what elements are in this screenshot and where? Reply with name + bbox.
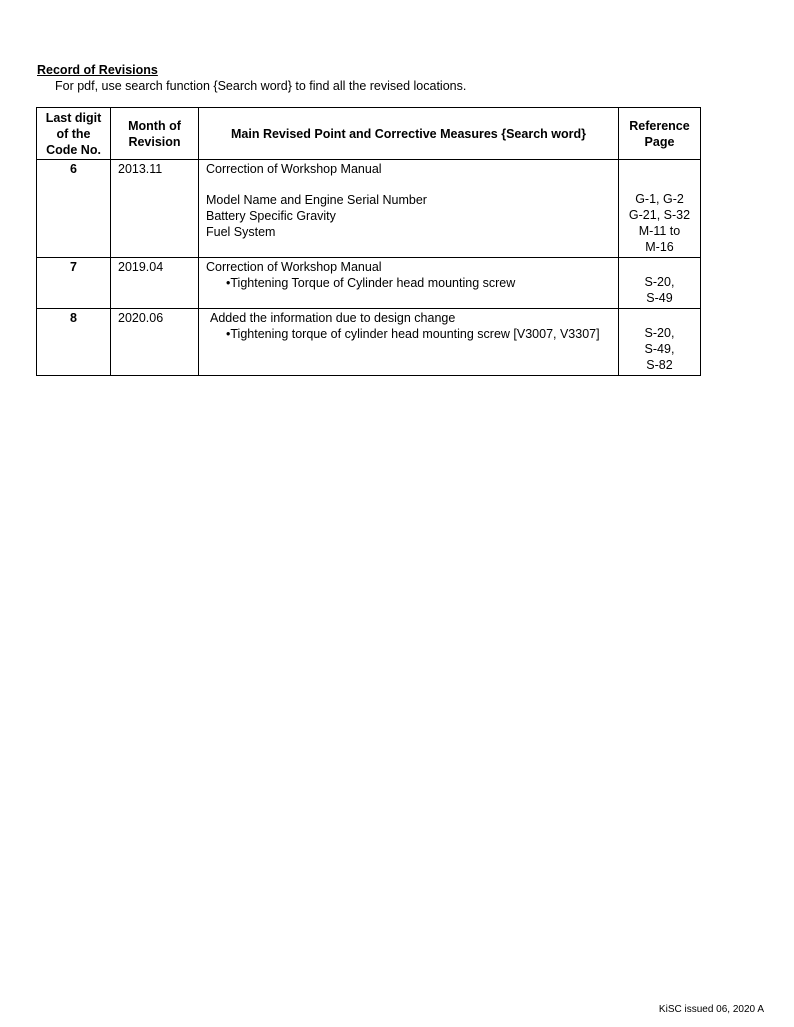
month-cell: 2020.06 — [111, 309, 199, 376]
revisions-table — [36, 107, 701, 376]
revision-line: Correction of Workshop Manual — [206, 260, 382, 274]
revision-line: Fuel System — [206, 225, 276, 239]
spacer — [619, 161, 700, 176]
code-cell: 7 — [37, 258, 111, 309]
code-header-line: Last digit — [45, 110, 102, 125]
reference-line: S-20, — [644, 326, 675, 340]
main-cell — [199, 309, 619, 376]
reference-line: G-1, G-2 — [635, 192, 684, 206]
table-row — [37, 160, 701, 258]
month-header-line: Month of — [128, 118, 181, 133]
code-cell: 8 — [37, 309, 111, 376]
revision-line: •Tightening Torque of Cylinder head mounting screw — [226, 276, 516, 290]
revision-line: •Tightening torque of cylinder head mounting screw [V3007, V3307] — [226, 327, 600, 341]
main-cell — [199, 160, 619, 258]
spacer — [206, 177, 618, 192]
code-header-line: Code No. — [46, 142, 101, 157]
reference-cell — [619, 258, 701, 309]
column-header-month — [111, 108, 199, 160]
spacer — [619, 310, 700, 325]
issue-footer: KiSC issued 06, 2020 A — [658, 1004, 764, 1015]
table-header-row — [37, 108, 701, 160]
revision-line: Added the information due to design change — [210, 311, 456, 325]
month-cell: 2019.04 — [111, 258, 199, 309]
code-header-line: of the — [56, 126, 91, 141]
reference-line: M-11 to — [638, 224, 681, 238]
reference-line: S-20, — [644, 275, 675, 289]
column-header-code — [37, 108, 111, 160]
code-cell: 6 — [37, 160, 111, 258]
reference-cell — [619, 309, 701, 376]
reference-line: G-21, S-32 — [628, 208, 691, 222]
spacer — [619, 176, 700, 191]
reference-cell — [619, 160, 701, 258]
reference-line: S-49 — [646, 291, 673, 305]
spacer — [619, 259, 700, 274]
main-cell — [199, 258, 619, 309]
month-header-line: Revision — [128, 134, 181, 149]
page-title: Record of Revisions — [37, 63, 158, 77]
reference-line: M-16 — [645, 240, 674, 254]
search-instruction: For pdf, use search function {Search word} to find all the revised locations. — [55, 79, 467, 93]
reference-header-line: Page — [644, 134, 675, 149]
column-header-reference — [619, 108, 701, 160]
revision-line: Correction of Workshop Manual — [206, 162, 382, 176]
month-cell: 2013.11 — [111, 160, 199, 258]
table-row — [37, 309, 701, 376]
column-header-main: Main Revised Point and Corrective Measures {Search word} — [199, 108, 619, 160]
reference-line: S-82 — [646, 358, 673, 372]
reference-header-line: Reference — [629, 118, 690, 133]
reference-line: S-49, — [644, 342, 675, 356]
revision-line: Model Name and Engine Serial Number — [206, 193, 427, 207]
revision-line: Battery Specific Gravity — [206, 209, 336, 223]
table-row — [37, 258, 701, 309]
